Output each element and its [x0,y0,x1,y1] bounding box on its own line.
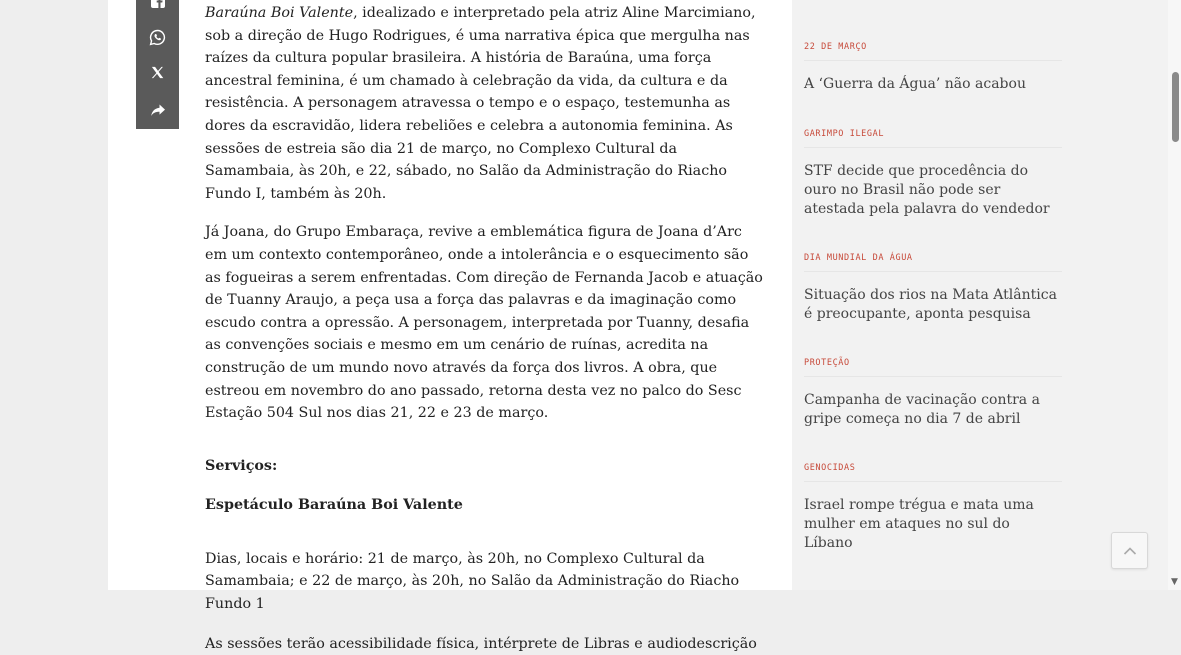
services-heading: Serviços: [205,457,278,474]
news-headline-link[interactable]: Campanha de vacinação contra a gripe começa no dia 7 de abril [804,392,1040,427]
news-category[interactable]: GARIMPO ILEGAL [804,129,885,139]
sidebar-news-item [804,42,1062,94]
article-paragraph-text: , idealizado e interpretado pela atriz Aline Marcimiano, sob a direção de Hugo Rodrigues, é uma narrativa épica que mergulha nas raízes da cultura popular brasileira. A história de Baraúna, uma força ancestral feminina, é um chamado à celebração da vida, da cultura e da resistência. A personagem atravessa o tempo e o espaço, testemunha as dores da escravidão, lidera rebeliões e celebra a autonomia feminina. As sessões de estreia são dia 21 de março, no Complexo Cultural da Samambaia, às 20h, e 22, sábado, no Salão da Administração do Riacho Fundo I, também às 20h. [205,5,756,202]
scrollbar-thumb[interactable] [1172,72,1179,142]
x-share-button[interactable] [136,57,179,87]
divider [804,376,1062,377]
show-title: Espetáculo Baraúna Boi Valente [205,497,463,514]
news-category[interactable]: DIA MUNDIAL DA ÁGUA [804,253,913,263]
share-icon [150,102,166,118]
accessibility-text: As sessões terão acessibilidade física, intérprete de Libras e audiodescrição [205,635,757,652]
facebook-share-button[interactable] [136,0,179,16]
article-paragraph: Já Joana, do Grupo Embaraça, revive a emblemática figura de Joana d’Arc em um contexto contemporâneo, onde a intolerância e o esquecimento são as fogueiras a serem enfrentadas. Com direção de Fernanda Jacob e atuação de Tuanny Araujo, a peça usa a força das palavras e da imaginação como escudo contra a opressão. A personagem, interpretada por Tuanny, desafia as convenções sociais e mesmo em um cenário de ruínas, acredita na construção de um mundo novo através da força dos livros. A obra, que estreou em novembro do ano passado, retorna desta vez no palco do Sesc Estação 504 Sul nos dias 21, 22 e 23 de março. [205,224,763,422]
sidebar-news-item [804,253,1062,324]
back-to-top-button[interactable] [1111,532,1148,569]
chevron-up-icon [1123,546,1137,556]
sidebar-news-item [804,129,1062,219]
whatsapp-share-button[interactable] [136,22,179,52]
facebook-icon [150,0,166,9]
show-title-emphasis: Baraúna Boi Valente [205,5,354,21]
news-headline-link[interactable]: STF decide que procedência do ouro no Brasil não pode ser atestada pela palavra do vendedor [804,163,1050,217]
news-headline-link[interactable]: Israel rompe trégua e mata uma mulher em ataques no sul do Líbano [804,497,1034,551]
divider [804,271,1062,272]
divider [804,481,1062,482]
divider [804,60,1062,61]
news-category[interactable]: PROTEÇÃO [804,358,850,368]
share-bar [136,0,179,129]
news-category[interactable]: 22 DE MARÇO [804,42,867,52]
x-icon [150,65,165,80]
schedule-text: Dias, locais e horário: 21 de março, às 20h, no Complexo Cultural da Samambaia; e 22 de março, às 20h, no Salão da Administração do Riacho Fundo 1 [205,550,740,613]
article-paragraph [205,2,765,205]
sidebar-news-item [804,358,1062,429]
news-headline-link[interactable]: A ‘Guerra da Água’ não acabou [804,76,1026,92]
whatsapp-icon [149,29,166,46]
news-category[interactable]: GENOCIDAS [804,463,856,473]
sidebar-news-item [804,463,1062,553]
scroll-down-arrow-icon[interactable]: ▼ [1171,577,1178,587]
news-headline-link[interactable]: Situação dos rios na Mata Atlântica é preocupante, aponta pesquisa [804,287,1057,322]
article-body [205,2,765,655]
divider [804,147,1062,148]
share-more-button[interactable] [136,95,179,125]
